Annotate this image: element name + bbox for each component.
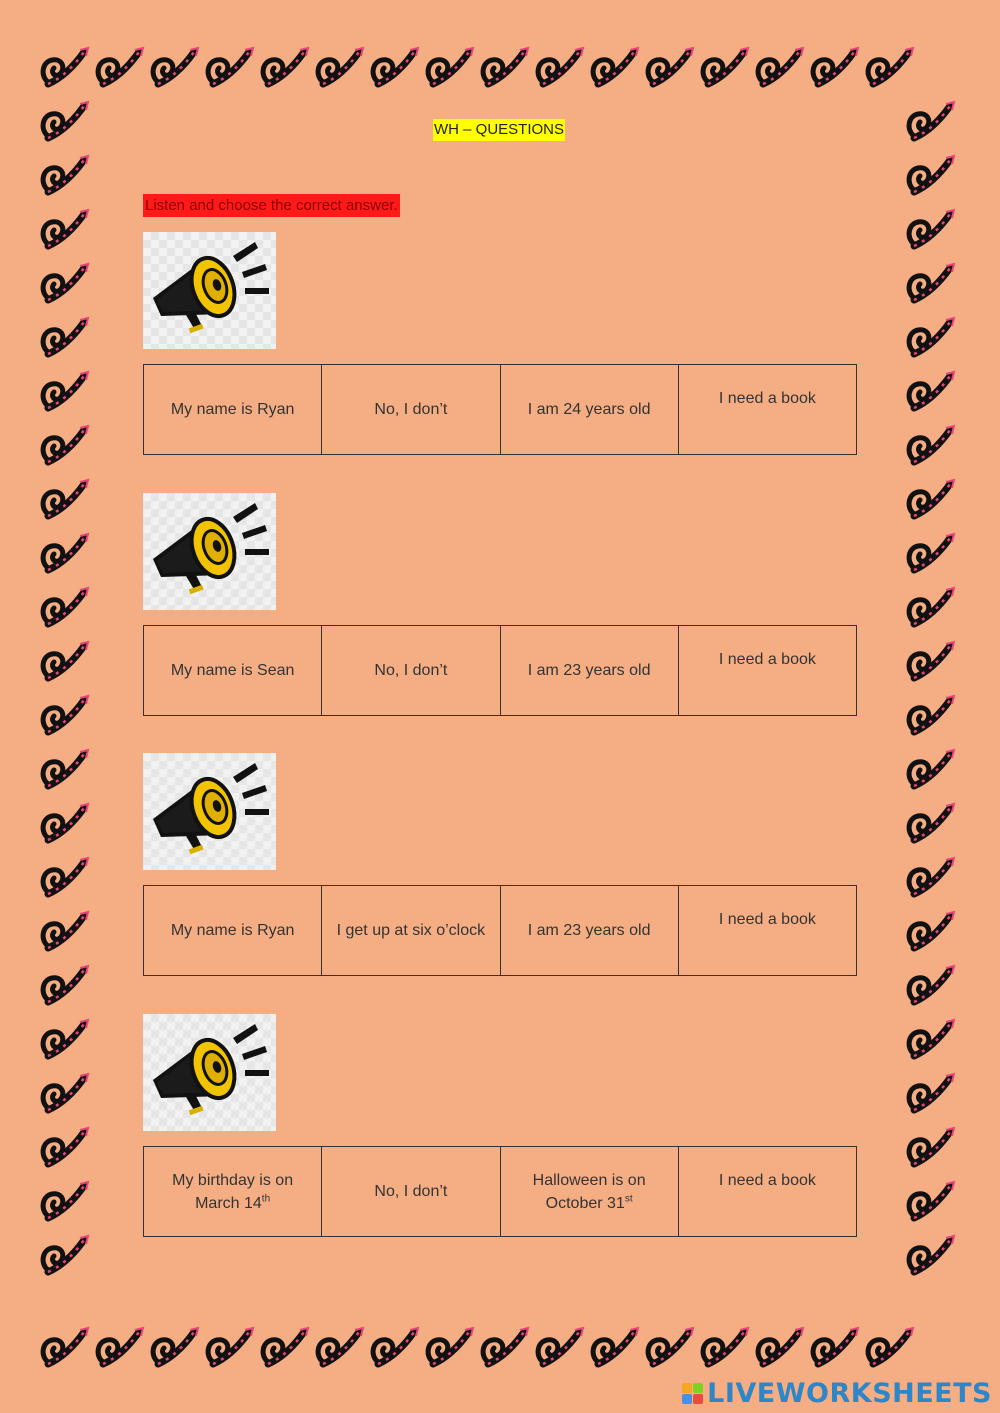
border-swirl — [43, 372, 88, 408]
border-swirl — [538, 1328, 583, 1364]
option-text: Halloween is on October 31st — [532, 1171, 646, 1212]
instruction-text: Listen and choose the correct answer. — [143, 194, 400, 217]
worksheet-title: WH – QUESTIONS — [433, 119, 565, 141]
border-swirl — [43, 1236, 88, 1272]
border-swirl — [909, 210, 954, 246]
logo-text: LIVEWORKSHEETS — [707, 1377, 992, 1409]
border-swirl — [43, 426, 88, 462]
border-swirl — [43, 102, 88, 138]
border-swirl — [868, 1328, 913, 1364]
answer-option[interactable]: I get up at six o’clock — [322, 886, 500, 975]
border-swirl — [909, 156, 954, 192]
border-swirl — [43, 642, 88, 678]
border-swirl — [428, 1328, 473, 1364]
border-swirl — [43, 480, 88, 516]
answer-option[interactable]: I need a book — [718, 651, 816, 668]
border-swirl — [318, 48, 363, 84]
border-swirl — [43, 750, 88, 786]
border-swirl — [758, 48, 803, 84]
megaphone-icon — [143, 1014, 276, 1131]
border-swirl — [538, 48, 583, 84]
border-swirl — [43, 1328, 88, 1364]
answer-option[interactable]: I need a book — [718, 911, 816, 928]
answer-option[interactable] — [144, 1147, 322, 1236]
border-swirl — [648, 48, 693, 84]
border-swirl — [43, 696, 88, 732]
border-swirl — [483, 48, 528, 84]
border-swirl — [909, 1236, 954, 1272]
border-swirl — [909, 318, 954, 354]
border-swirl — [703, 1328, 748, 1364]
answer-options-row-4 — [143, 1146, 857, 1237]
border-swirl — [868, 48, 913, 84]
answer-option[interactable]: No, I don’t — [322, 365, 500, 454]
answer-options-row-1 — [143, 364, 857, 455]
border-swirl — [318, 1328, 363, 1364]
border-swirl — [909, 1020, 954, 1056]
option-text: My birthday is on March 14th — [172, 1171, 294, 1212]
border-swirl — [43, 1128, 88, 1164]
logo-mark-icon — [682, 1383, 703, 1404]
megaphone-icon — [143, 232, 276, 349]
answer-option[interactable] — [501, 1147, 679, 1236]
border-swirl — [43, 966, 88, 1002]
border-swirl — [43, 156, 88, 192]
border-swirl — [703, 48, 748, 84]
answer-option[interactable]: I am 24 years old — [501, 365, 679, 454]
border-swirl — [909, 804, 954, 840]
border-swirl — [909, 1182, 954, 1218]
border-swirl — [263, 1328, 308, 1364]
border-swirl — [43, 534, 88, 570]
answer-option[interactable]: My name is Sean — [144, 626, 322, 715]
megaphone-icon — [143, 493, 276, 610]
border-swirl — [909, 1128, 954, 1164]
border-swirl — [758, 1328, 803, 1364]
answer-options-row-3 — [143, 885, 857, 976]
border-swirl — [43, 858, 88, 894]
border-swirl — [43, 264, 88, 300]
answer-option[interactable]: I am 23 years old — [501, 886, 679, 975]
border-swirl — [593, 1328, 638, 1364]
border-swirl — [428, 48, 473, 84]
answer-option[interactable]: I need a book — [718, 1172, 816, 1189]
border-swirl — [909, 912, 954, 948]
border-swirl — [263, 48, 308, 84]
border-swirl — [43, 210, 88, 246]
answer-option[interactable]: My name is Ryan — [144, 886, 322, 975]
border-swirl — [813, 48, 858, 84]
megaphone-icon — [143, 753, 276, 870]
audio-play-button-1[interactable] — [143, 232, 276, 349]
border-swirl — [909, 750, 954, 786]
border-swirl — [909, 588, 954, 624]
border-swirl — [43, 318, 88, 354]
border-swirl — [909, 858, 954, 894]
audio-play-button-2[interactable] — [143, 493, 276, 610]
border-swirl — [909, 1074, 954, 1110]
liveworksheets-logo — [682, 1378, 992, 1408]
border-swirl — [373, 1328, 418, 1364]
border-swirl — [43, 1020, 88, 1056]
border-swirl — [483, 1328, 528, 1364]
border-swirl — [43, 1182, 88, 1218]
border-swirl — [909, 642, 954, 678]
border-swirl — [909, 264, 954, 300]
border-swirl — [648, 1328, 693, 1364]
border-swirl — [208, 48, 253, 84]
border-swirl — [153, 48, 198, 84]
border-swirl — [593, 48, 638, 84]
answer-options-row-2 — [143, 625, 857, 716]
audio-play-button-4[interactable] — [143, 1014, 276, 1131]
border-swirl — [43, 804, 88, 840]
border-swirl — [43, 912, 88, 948]
border-swirl — [43, 1074, 88, 1110]
answer-option[interactable]: I am 23 years old — [501, 626, 679, 715]
border-swirl — [909, 534, 954, 570]
border-swirl — [909, 426, 954, 462]
answer-option[interactable]: No, I don’t — [322, 1147, 500, 1236]
answer-option[interactable]: No, I don’t — [322, 626, 500, 715]
answer-option[interactable]: My name is Ryan — [144, 365, 322, 454]
border-swirl — [373, 48, 418, 84]
border-swirl — [98, 48, 143, 84]
border-swirl — [909, 102, 954, 138]
border-swirl — [909, 966, 954, 1002]
border-swirl — [909, 696, 954, 732]
border-swirl — [98, 1328, 143, 1364]
border-swirl — [153, 1328, 198, 1364]
audio-play-button-3[interactable] — [143, 753, 276, 870]
border-swirl — [813, 1328, 858, 1364]
border-swirl — [208, 1328, 253, 1364]
answer-option[interactable]: I need a book — [718, 390, 816, 407]
border-swirl — [909, 372, 954, 408]
border-swirl — [909, 480, 954, 516]
border-swirl — [43, 588, 88, 624]
border-swirl — [43, 48, 88, 84]
